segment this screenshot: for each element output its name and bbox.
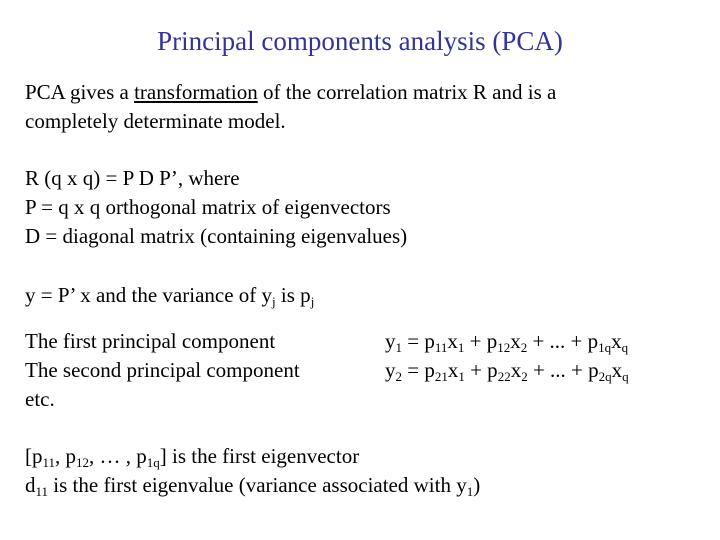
component-equation-2: $y_2 = p_{21}x_1 + p_{22}x_2$ + ... + $p_{2q}x_q$	[385, 358, 629, 384]
definition-d: D = diagonal matrix (containing eigenvalues)	[25, 224, 408, 248]
transformation-link: transformation	[134, 80, 258, 104]
eigenvalue-line: $d_{11}$ is the first eigenvalue (variance associated with $y_1$)	[25, 473, 481, 499]
definition-p: P = q x q orthogonal matrix of eigenvectors	[25, 195, 391, 219]
variance-line: y = P’ x and the variance of $y_j$ is $p_j$	[25, 283, 315, 309]
component-label-etc: etc.	[25, 387, 55, 411]
intro-line-1: PCA gives a transformation of the correlation matrix R and is a	[25, 80, 557, 104]
component-label-2: The second principal component	[25, 358, 300, 382]
page-title: Principal components analysis (PCA)	[157, 26, 563, 56]
definition-r: R (q x q) = P D P’, where	[25, 166, 240, 190]
component-label-1: The first principal component	[25, 329, 276, 353]
intro-line-2: completely determinate model.	[25, 109, 286, 133]
component-equation-1: $y_1 = p_{11}x_1 + p_{12}x_2$ + ... + $p_{1q}x_q$	[385, 329, 629, 355]
eigenvector-line: [$p_{11}$, $p_{12}$, … , $p_{1q}$] is the first eigenvector	[25, 444, 360, 470]
